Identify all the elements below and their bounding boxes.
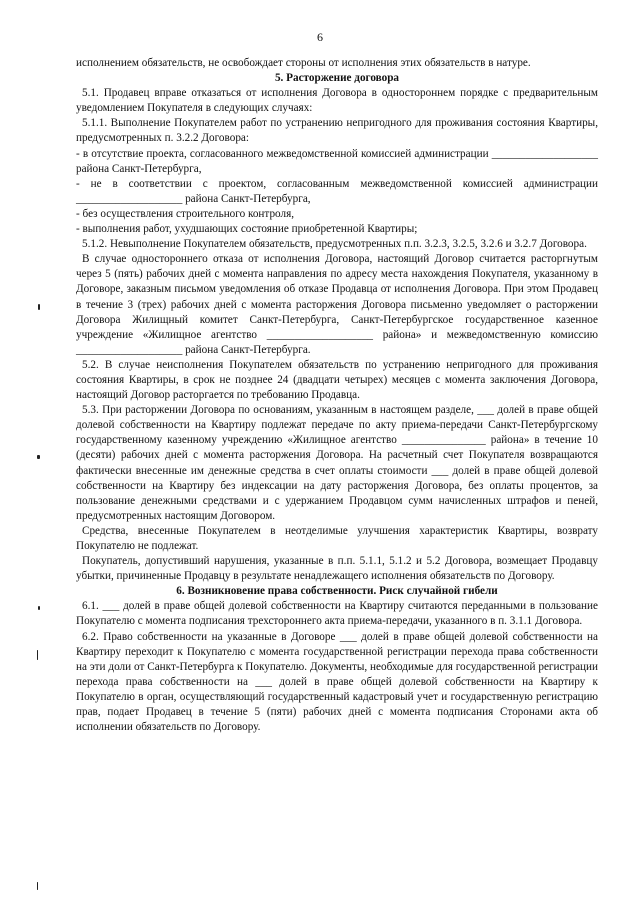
clause-6-2: 6.2. Право собственности на указанные в Договоре ___ долей в праве общей долевой собственности на Квартиру переходит к Покупателю с момента государственной регистрации перехода права собственности на эти доли от Санкт-Петербурга к Покупателю. Документы, необходимые для государственной регистрации перехода права собственности на ___ долей в праве общей долевой собственности на Квартиру к Покупателю в орган, осуществляющий государственный кадастровый учет и государственную регистрацию прав, подает Продавец в течение 5 (пяти) рабочих дней с момента подписания Сторонами акта об исполнении обязательств по Договору.	[76, 630, 598, 734]
intro-paragraph: исполнением обязательств, не освобождает стороны от исполнения этих обязательств в натуре.	[76, 57, 531, 69]
clause-5-1-2: 5.1.2. Невыполнение Покупателем обязательств, предусмотренных п.п. 3.2.3, 3.2.5, 3.2.6 и 3.2.7 Договора.	[82, 238, 587, 251]
clause-6-1: 6.1. ___ долей в праве общей долевой собственности на Квартиру считаются переданными в пользование Покупателю с момента подписания трехстороннего акта приема-передачи, указанного в п. 3.1.1 Договора.	[76, 600, 598, 628]
scan-speck	[37, 882, 38, 890]
section-5-heading: 5. Расторжение договора	[274, 72, 400, 85]
bullet-not-per-project: - не в соответствии с проектом, согласованным межведомственной комиссией администрации ___________________ района Санкт-Петербурга,	[76, 177, 598, 205]
scan-speck	[37, 650, 38, 660]
clause-5-2: 5.2. В случае неисполнения Покупателем обязательств по устранению непригодного для проживания состояния Квартиры, в срок не позднее 24 (двадцати четырех) месяцев с момента заключения Договора, настоящий Договор расторгается по требованию Продавца.	[76, 358, 598, 402]
document-body	[76, 56, 598, 735]
page-number: 6	[317, 30, 323, 44]
clause-5-1-1: 5.1.1. Выполнение Покупателем работ по устранению непригодного для проживания состояния Квартиры, предусмотренных п. 3.2.2 Договора:	[76, 117, 598, 145]
clause-5-1: 5.1. Продавец вправе отказаться от исполнения Договора в одностороннем порядке с предварительным уведомлением Покупателя в следующих случаях:	[76, 87, 598, 115]
bullet-no-project: - в отсутствие проекта, согласованного межведомственной комиссией администрации ___________________ района Санкт-Петербурга,	[76, 147, 598, 175]
improvements-paragraph: Средства, внесенные Покупателем в неотделимые улучшения характеристик Квартиры, возврату Покупателю не подлежат.	[76, 524, 598, 552]
clause-5-3: 5.3. При расторжении Договора по основаниям, указанным в настоящем разделе, ___ долей в праве общей долевой собственности на Квартиру подлежат передаче по акту приема-передачи Санкт-Петербургскому государственному казенному учреждению «Жилищное агентство _______________ района» в течение 10 (десяти) рабочих дней с момента расторжения Договора. На расчетный счет Покупателя возвращаются фактически внесенные им денежные средства в счет оплаты стоимости ___ долей в праве общей долевой собственности на Квартиру без индексации на дату расторжения Договора, без оплаты процентов, за пользование денежными средствами и с удержанием Продавцом сумм начисленных штрафов и пеней, предусмотренных настоящим Договором.	[76, 404, 598, 522]
unilateral-refusal-paragraph: В случае одностороннего отказа от исполнения Договора, настоящий Договор считается расторгнутым через 5 (пять) рабочих дней с момента направления по адресу места нахождения Покупателя, указанному в Договоре, заказным письмом уведомления об отказе Продавца от исполнения Договора. При этом Продавец в течение 3 (трех) рабочих дней с момента расторжения Договора письменно уведомляет о расторжении Договора Жилищный комитет Санкт-Петербурга, Санкт-Петербургское государственное казенное учреждение «Жилищное агентство ___________________ района» и межведомственную комиссию ___________________ района Санкт-Петербурга.	[76, 253, 598, 356]
scan-speck	[37, 455, 40, 459]
section-6-heading: 6. Возникновение права собственности. Риск случайной гибели	[176, 585, 498, 598]
bullet-no-supervision: - без осуществления строительного контроля,	[76, 207, 295, 220]
bullet-worsening-works: - выполнения работ, ухудшающих состояние приобретенной Квартиры;	[76, 223, 418, 236]
scan-speck	[38, 606, 40, 610]
damages-paragraph: Покупатель, допустивший нарушения, указанные в п.п. 5.1.1, 5.1.2 и 5.2 Договора, возмещает Продавцу убытки, причиненные Продавцу в результате ненадлежащего исполнения обязательств по Договору.	[76, 555, 598, 583]
scan-speck	[38, 304, 40, 310]
